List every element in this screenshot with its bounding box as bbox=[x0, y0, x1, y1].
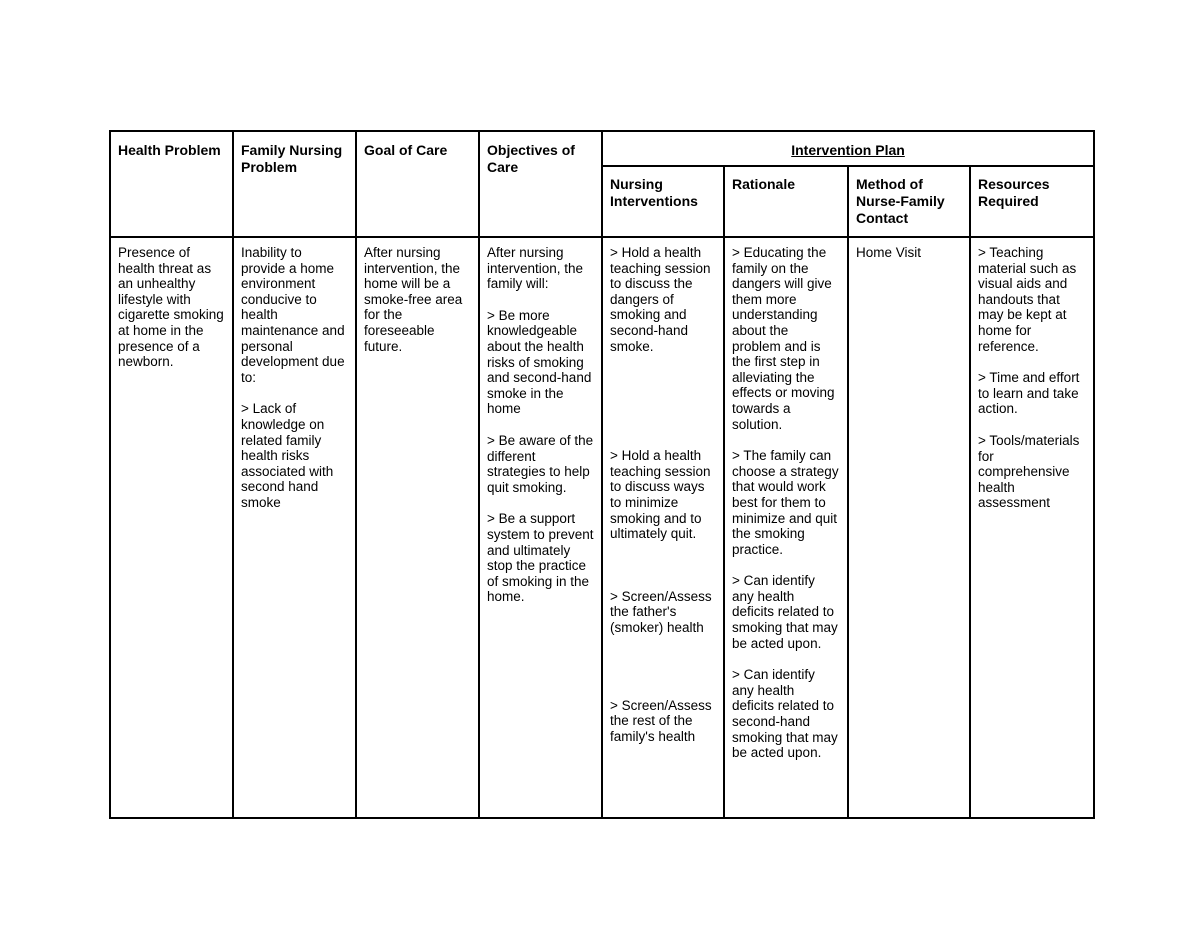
cell-objectives-of-care bbox=[479, 237, 602, 818]
intervention-item: > Screen/Assess the rest of the family's health bbox=[610, 697, 712, 744]
family-problem-factor: > Lack of knowledge on related family health risks associated with second hand smoke bbox=[241, 401, 334, 510]
nursing-care-plan-table bbox=[109, 130, 1095, 819]
rationale-item: > The family can choose a strategy that would work best for them to minimize and quit the smoking practice. bbox=[732, 448, 839, 557]
health-problem-text: Presence of health threat as an unhealthy lifestyle with cigarette smoking at home in the presence of a newborn. bbox=[118, 245, 224, 370]
intervention-item: > Screen/Assess the father's (smoker) health bbox=[610, 588, 712, 635]
family-problem-text: Inability to provide a home environment conducive to health maintenance and personal development due to: bbox=[241, 245, 345, 385]
cell-goal-of-care bbox=[356, 237, 479, 818]
rationale-item: > Can identify any health deficits related to smoking that may be acted upon. bbox=[732, 573, 838, 651]
goal-of-care-text: After nursing intervention, the home will be a smoke-free area for the foreseeable future. bbox=[364, 245, 463, 354]
rationale-item: > Can identify any health deficits related to second-hand smoking that may be acted upon. bbox=[732, 667, 838, 761]
objective-item: > Be a support system to prevent and ultimately stop the practice of smoking in the home. bbox=[487, 511, 594, 605]
header-resources-required: Resources Required bbox=[970, 166, 1094, 237]
cell-family-nursing-problem bbox=[233, 237, 356, 818]
header-family-nursing-problem: Family Nursing Problem bbox=[233, 131, 356, 237]
resource-item: > Time and effort to learn and take action. bbox=[978, 370, 1080, 417]
cell-nursing-interventions bbox=[602, 237, 724, 818]
cell-resources-required bbox=[970, 237, 1094, 818]
cell-health-problem bbox=[110, 237, 233, 818]
header-intervention-plan: Intervention Plan bbox=[602, 131, 1094, 166]
method-of-contact-text: Home Visit bbox=[856, 245, 922, 260]
header-health-problem: Health Problem bbox=[110, 131, 233, 237]
resource-item: > Teaching material such as visual aids and handouts that may be kept at home for reference. bbox=[978, 245, 1077, 354]
header-nursing-interventions: Nursing Interventions bbox=[602, 166, 724, 237]
intervention-item: > Hold a health teaching session to discuss ways to minimize smoking and to ultimately quit. bbox=[610, 448, 711, 542]
objective-item: > Be more knowledgeable about the health risks of smoking and second-hand smoke in the home bbox=[487, 307, 592, 417]
header-method-of-contact: Method of Nurse-Family Contact bbox=[848, 166, 970, 237]
intervention-item: > Hold a health teaching session to discuss the dangers of smoking and second-hand smoke. bbox=[610, 245, 711, 354]
header-objectives-of-care: Objectives of Care bbox=[479, 131, 602, 237]
objective-item: > Be aware of the different strategies to help quit smoking. bbox=[487, 432, 594, 495]
rationale-item: > Educating the family on the dangers will give them more understanding about the problem and is the first step in alleviating the effects or moving towards a solution. bbox=[732, 245, 835, 432]
header-goal-of-care: Goal of Care bbox=[356, 131, 479, 237]
header-rationale: Rationale bbox=[724, 166, 848, 237]
cell-rationale bbox=[724, 237, 848, 818]
cell-method-of-contact bbox=[848, 237, 970, 818]
resource-item: > Tools/materials for comprehensive health assessment bbox=[978, 432, 1080, 511]
objectives-intro: After nursing intervention, the family will: bbox=[487, 245, 584, 292]
